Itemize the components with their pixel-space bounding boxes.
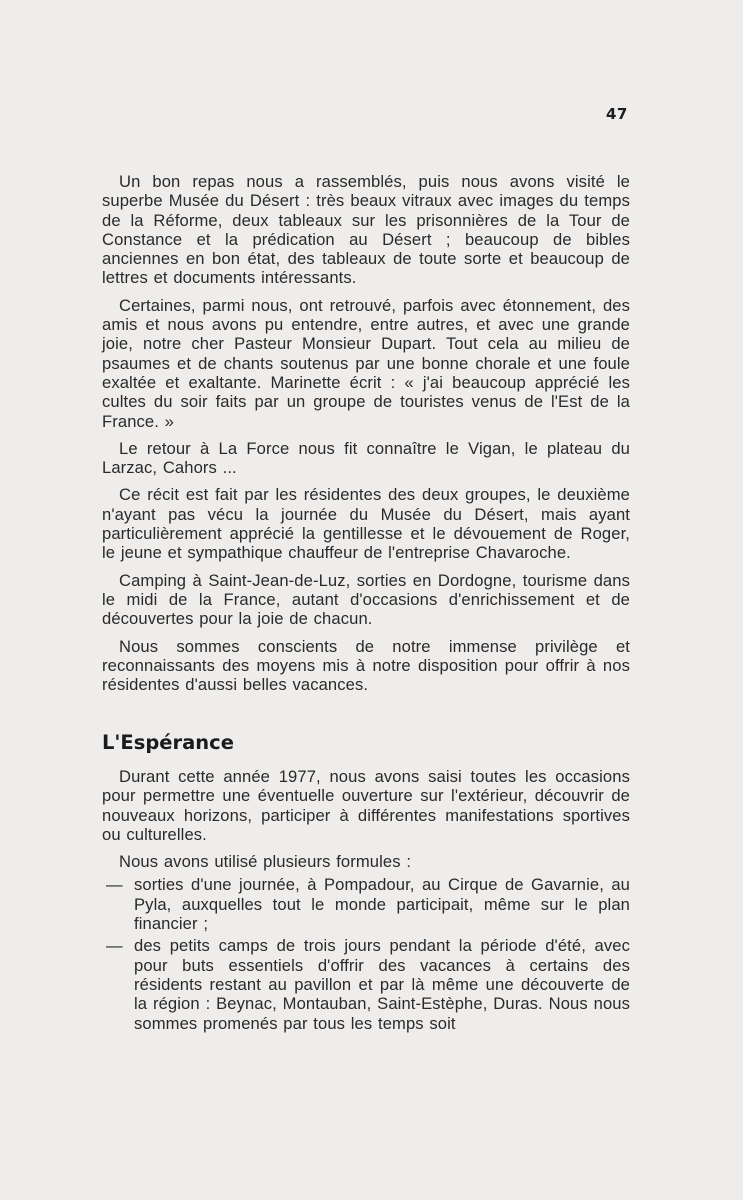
list-item-text: sorties d'une journée, à Pompadour, au Cirque de Gavarnie, au Pyla, auxquelles tout le monde participait, même sur le plan financier ; [134,875,630,934]
section-heading: L'Espérance [102,731,234,754]
list-item [102,875,630,933]
paragraph: Un bon repas nous a rassemblés, puis nous avons visité le superbe Musée du Désert : très beaux vitraux avec images du temps de la Réforme, deux tableaux sur les prisonnières de la Tour de Constance et la prédication au Désert ; beaucoup de bibles anciennes en bon état, des tableaux de toute sorte et beaucoup de lettres et documents intéressants. [102,172,630,288]
paragraph: Nous avons utilisé plusieurs formules : [119,852,412,872]
paragraph: Nous sommes conscients de notre immense privilège et reconnaissants des moyens mis à notre disposition pour offrir à nos résidentes d'aussi belles vacances. [102,636,630,695]
paragraph: Certaines, parmi nous, ont retrouvé, parfois avec étonnement, des amis et nous avons pu entendre, entre autres, et avec une grande joie, notre cher Pasteur Monsieur Dupart. Tout cela au milieu de psaumes et de chants soutenus par une bonne chorale et une foule exaltée et exaltante. Marinette écrit : « j'ai beaucoup apprécié les cultes du soir faits par un groupe de touristes venus de l'Est de la France. » [102,295,630,431]
body-text-section [102,767,630,1036]
paragraph: Ce récit est fait par les résidentes des deux groupes, le deuxième n'ayant pas vécu la journée du Musée du Désert, mais ayant particulièrement apprécié la gentillesse et le dévouement de Roger, le jeune et sympathique chauffeur de l'entreprise Chavaroche. [102,485,630,563]
paragraph: Durant cette année 1977, nous avons saisi toutes les occasions pour permettre une éventuelle ouverture sur l'extérieur, découvrir de nouveaux horizons, participer à différentes manifestations sportives ou culturelles. [102,767,630,844]
dash-bullet: — [106,875,123,895]
page-number: 47 [606,105,628,123]
list-item [102,936,630,1032]
dash-bullet: — [106,936,123,956]
body-text-top [102,172,630,702]
formula-list [102,875,630,1032]
paragraph: Camping à Saint-Jean-de-Luz, sorties en Dordogne, tourisme dans le midi de la France, autant d'occasions d'enrichissement et de découvertes pour la joie de chacun. [102,570,630,629]
paragraph: Le retour à La Force nous fit connaître le Vigan, le plateau du Larzac, Cahors ... [102,438,630,478]
list-item-text: des petits camps de trois jours pendant la période d'été, avec pour buts essentiels d'offrir des vacances à certains des résidents restant au pavillon et par là même une découverte de la région : Beynac, Montauban, Saint-Estèphe, Duras. Nous nous sommes promenés par tous les temps soit [134,936,630,1033]
